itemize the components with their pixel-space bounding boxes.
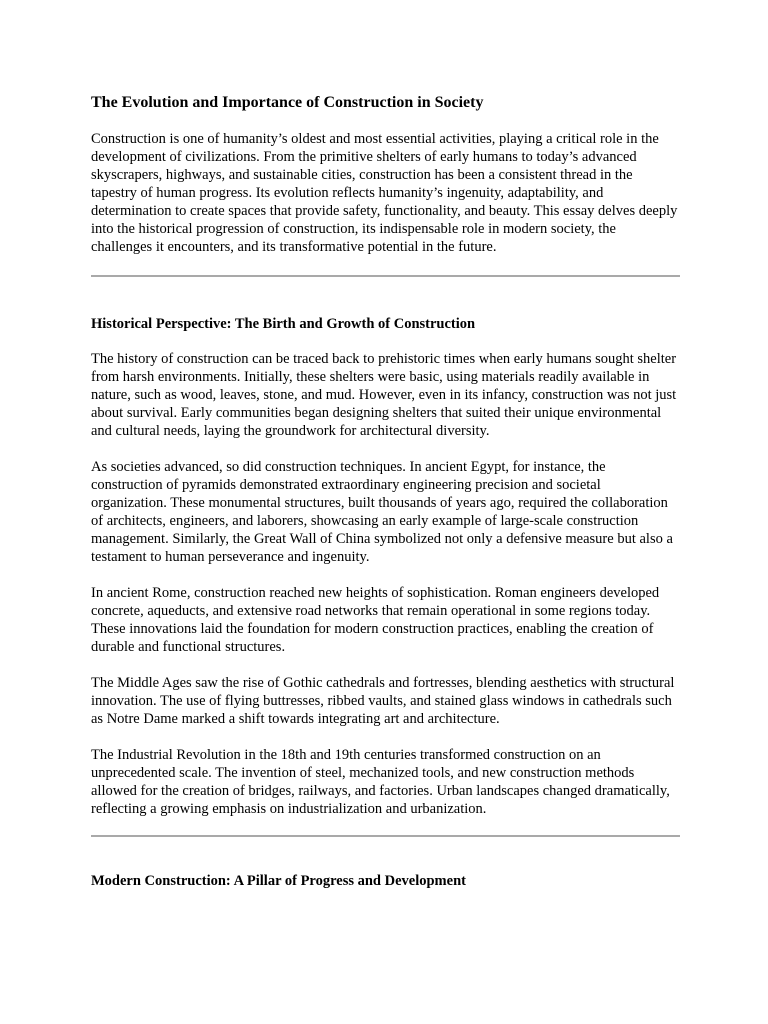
- section-divider: [91, 835, 680, 837]
- section-heading-modern: Modern Construction: A Pillar of Progress and Development: [91, 873, 466, 889]
- intro-paragraph: Construction is one of humanity’s oldest and most essential activities, playing a critical role in the development of civilizations. From the primitive shelters of early humans to today’s advanced skyscrapers, highways, and sustainable cities, construction has been a consistent thread in the tapestry of human progress. Its evolution reflects humanity’s ingenuity, adaptability, and determination to create spaces that provide safety, functionality, and beauty. This essay delves deeply into the historical progression of construction, its indispensable role in modern society, the challenges it encounters, and its transformative potential in the future.: [91, 131, 678, 255]
- paragraph: As societies advanced, so did construction techniques. In ancient Egypt, for instance, the construction of pyramids demonstrated extraordinary engineering precision and societal organization. These monumental structures, built thousands of years ago, required the collaboration of architects, engineers, and laborers, showcasing an early example of large-scale construction management. Similarly, the Great Wall of China symbolized not only a defensive measure but also a testament to human perseverance and ingenuity.: [91, 459, 673, 565]
- document-title: The Evolution and Importance of Construction in Society: [91, 94, 484, 111]
- paragraph: The Industrial Revolution in the 18th and 19th centuries transformed construction on an unprecedented scale. The invention of steel, mechanized tools, and new construction methods allowed for the creation of bridges, railways, and factories. Urban landscapes changed dramatically, reflecting a growing emphasis on industrialization and urbanization.: [91, 747, 670, 817]
- paragraph: In ancient Rome, construction reached new heights of sophistication. Roman engineers developed concrete, aqueducts, and extensive road networks that remain operational in some regions today. These innovations laid the foundation for modern construction practices, enabling the creation of durable and functional structures.: [91, 585, 660, 655]
- section-divider: [91, 275, 680, 277]
- paragraph: The history of construction can be traced back to prehistoric times when early humans sought shelter from harsh environments. Initially, these shelters were basic, using materials readily available in nature, such as wood, leaves, stone, and mud. However, even in its infancy, construction was not just about survival. Early communities began designing shelters that suited their unique environmental and cultural needs, laying the groundwork for architectural diversity.: [91, 351, 677, 439]
- section-body-historical: [91, 350, 680, 818]
- paragraph: The Middle Ages saw the rise of Gothic cathedrals and fortresses, blending aesthetics with structural innovation. The use of flying buttresses, ribbed vaults, and stained glass windows in cathedrals such as Notre Dame marked a shift towards integrating art and architecture.: [91, 675, 675, 727]
- section-heading-historical: Historical Perspective: The Birth and Growth of Construction: [91, 316, 476, 332]
